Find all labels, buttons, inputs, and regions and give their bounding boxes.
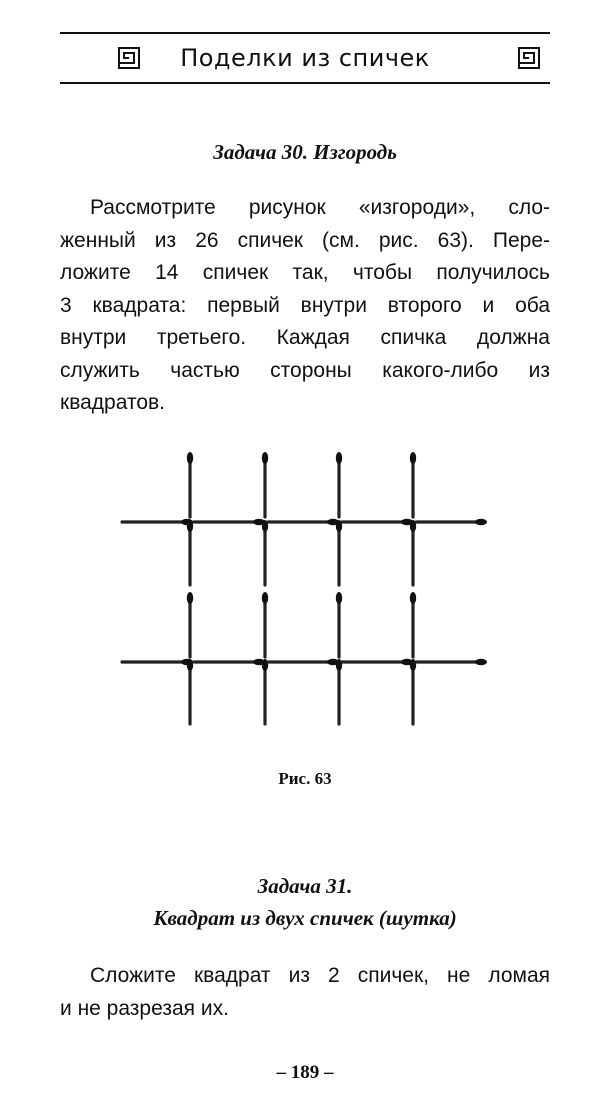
text-line: Рассмотрите рисунок «изгороди», сло- — [90, 196, 550, 219]
task-31-text — [60, 960, 550, 1025]
task-31-subtitle: Квадрат из двух спичек (шутка) — [153, 906, 457, 930]
text-line: и не разрезая их. — [60, 996, 229, 1020]
header-rule-bottom — [60, 82, 550, 84]
header-rule-top — [60, 32, 550, 34]
text-line: внутри третьего. Каждая спичка должна — [60, 326, 550, 349]
text-line: Сложите квадрат из 2 спичек, не ломая — [90, 964, 550, 987]
figure-caption: Рис. 63 — [278, 769, 332, 788]
greek-key-icon — [518, 47, 540, 69]
greek-key-icon — [118, 47, 140, 69]
matchstick-fence-figure — [110, 440, 500, 740]
text-line: женный из 26 спичек (см. рис. 63). Пере- — [60, 228, 550, 252]
horizontal-matches — [122, 519, 487, 665]
page-number: – 189 – — [276, 1062, 334, 1083]
text-line: служить частью стороны какого-либо из — [60, 358, 550, 382]
task-31-title: Задача 31. — [257, 874, 353, 898]
header-title: Поделки из спичек — [180, 44, 430, 72]
running-header — [60, 38, 550, 78]
task-30-title: Задача 30. Изгородь — [213, 140, 397, 164]
text-line: ложите 14 спичек так, чтобы получилось — [60, 261, 550, 284]
vertical-matches — [187, 452, 416, 724]
task-30-text — [60, 192, 550, 420]
text-line: 3 квадрата: первый внутри второго и оба — [60, 293, 550, 317]
text-line: квадратов. — [60, 391, 165, 414]
